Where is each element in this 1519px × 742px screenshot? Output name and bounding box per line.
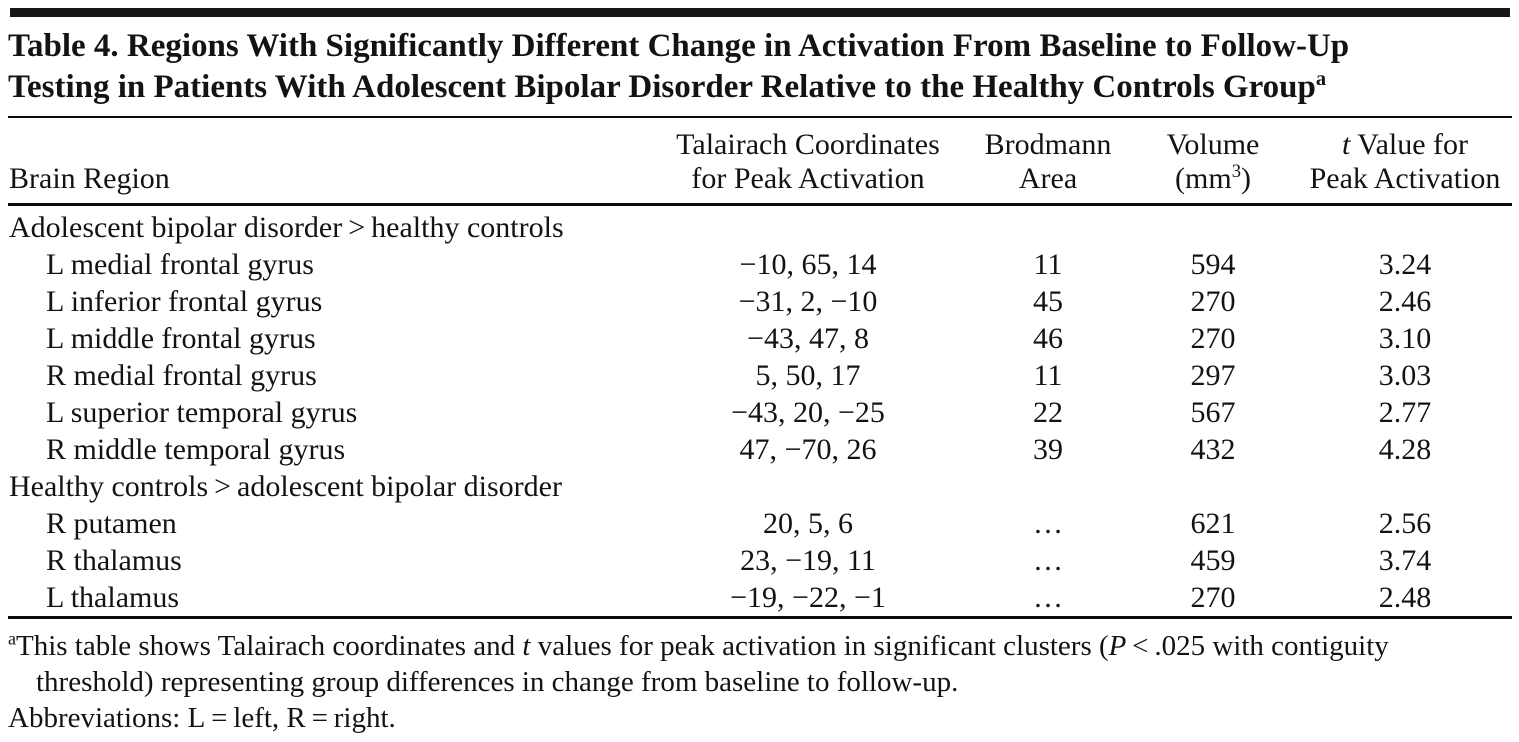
- coordinates-cell: −31, 2, −10: [738, 285, 878, 318]
- brodmann-cell: 39: [1033, 433, 1063, 466]
- footnote-abbreviations: Abbreviations: L = left, R = right.: [8, 702, 396, 734]
- table-row: [8, 320, 1512, 357]
- table-row: [8, 357, 1512, 394]
- brain-region-cell: L thalamus: [46, 581, 180, 614]
- header-brain-region: Brain Region: [8, 118, 648, 205]
- section-header-abd-gt-hc: Adolescent bipolar disorder > healthy controls: [9, 211, 564, 244]
- volume-cell: 432: [1190, 433, 1236, 466]
- footnote-a-marker: a: [8, 628, 16, 649]
- coordinates-cell: −10, 65, 14: [739, 248, 877, 281]
- header-volume: Volume $(mm^3)$: [1128, 118, 1298, 205]
- section-header-row: [8, 205, 1512, 247]
- table-row: [8, 283, 1512, 320]
- t-value-cell: 2.77: [1378, 396, 1432, 429]
- brodmann-cell: 46: [1033, 322, 1063, 355]
- coordinates-cell: 23, −19, 11: [740, 544, 876, 577]
- table-body: [8, 205, 1512, 618]
- coordinates-cell: −43, 20, −25: [731, 396, 885, 429]
- footnote-a: $^a$This table shows Talairach coordinates and t values for peak activation in significant clusters (P < .025 with contiguity threshold) representing group differences in change from baseline to follow-up.: [8, 628, 1389, 698]
- brain-region-cell: R putamen: [46, 507, 177, 540]
- coordinates-cell: 5, 50, 17: [755, 359, 861, 392]
- volume-cell: 270: [1190, 285, 1236, 318]
- table-title-line2: Testing in Patients With Adolescent Bipolar Disorder Relative to the Healthy Controls Group$^a$: [8, 68, 1327, 105]
- brodmann-cell: 22: [1033, 396, 1063, 429]
- table-header-row: [8, 118, 1512, 205]
- header-t-value: t Value for Peak Activation: [1298, 118, 1512, 205]
- brodmann-cell: 45: [1033, 285, 1063, 318]
- brain-region-cell: L medial frontal gyrus: [46, 248, 314, 281]
- table-row: [8, 394, 1512, 431]
- volume-cell: 270: [1190, 322, 1236, 355]
- t-value-cell: 3.03: [1378, 359, 1432, 392]
- t-value-cell: 3.24: [1378, 248, 1432, 281]
- brodmann-cell: 11: [1033, 359, 1063, 392]
- table-title-line1: Table 4. Regions With Significantly Different Change in Activation From Baseline to Follow-Up: [8, 28, 1350, 64]
- coordinates-cell: 47, −70, 26: [739, 433, 877, 466]
- brain-region-cell: R medial frontal gyrus: [46, 359, 317, 392]
- brodmann-cell: 11: [1033, 248, 1063, 281]
- coordinates-cell: −43, 47, 8: [747, 322, 869, 355]
- brain-region-cell: R thalamus: [46, 544, 182, 577]
- table-title: [8, 17, 1512, 116]
- section-header-hc-gt-abd: Healthy controls > adolescent bipolar disorder: [9, 470, 562, 503]
- brain-region-cell: L middle frontal gyrus: [46, 322, 316, 355]
- table-row: [8, 579, 1512, 618]
- brodmann-cell: …: [1033, 581, 1063, 614]
- coordinates-cell: −19, −22, −1: [730, 581, 886, 614]
- brain-region-cell: R middle temporal gyrus: [46, 433, 346, 466]
- brain-region-cell: L inferior frontal gyrus: [46, 285, 323, 318]
- table-row: [8, 505, 1512, 542]
- volume-cell: 567: [1190, 396, 1236, 429]
- t-value-cell: 4.28: [1378, 433, 1432, 466]
- volume-cell: 459: [1190, 544, 1236, 577]
- table-row: [8, 246, 1512, 283]
- t-value-cell: 2.48: [1378, 581, 1432, 614]
- volume-cell: 297: [1190, 359, 1236, 392]
- volume-cell: 594: [1190, 248, 1236, 281]
- t-value-cell: 3.10: [1378, 322, 1432, 355]
- t-value-cell: 2.46: [1378, 285, 1432, 318]
- volume-cell: 621: [1190, 507, 1236, 540]
- coordinates-cell: 20, 5, 6: [763, 507, 853, 540]
- brodmann-cell: …: [1033, 507, 1063, 540]
- title-footnote-marker: a: [1315, 68, 1327, 90]
- t-value-cell: 2.56: [1378, 507, 1432, 540]
- section-header-row: [8, 468, 1512, 505]
- brodmann-cell: …: [1033, 544, 1063, 577]
- top-rule-bar: [10, 8, 1510, 17]
- t-value-cell: 3.74: [1378, 544, 1432, 577]
- table-row: [8, 431, 1512, 468]
- table-row: [8, 542, 1512, 579]
- brain-regions-table: [8, 118, 1512, 619]
- footnotes: [8, 619, 1512, 736]
- header-brodmann-area: Brodmann Area: [968, 118, 1128, 205]
- volume-cell: 270: [1190, 581, 1236, 614]
- brain-region-cell: L superior temporal gyrus: [46, 396, 358, 429]
- header-talairach-coordinates: Talairach Coordinates for Peak Activation: [648, 118, 968, 205]
